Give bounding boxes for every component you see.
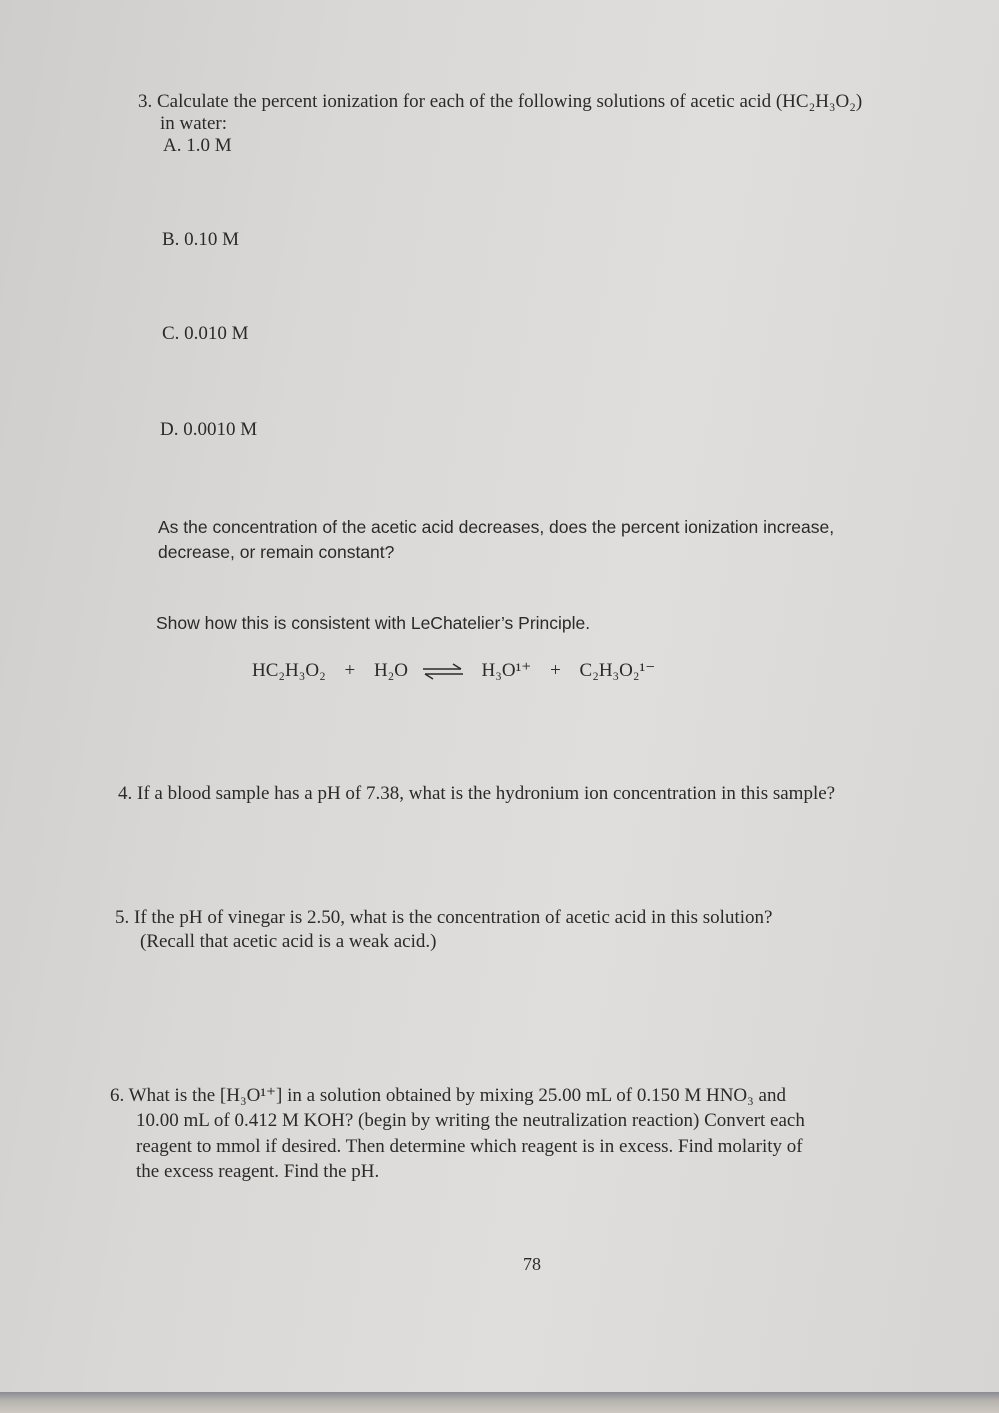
q3-prompt-line2: in water: — [160, 113, 228, 134]
product-hydronium: H₃O¹⁺ — [481, 660, 532, 681]
q3-option-c: C. 0.010 M — [162, 323, 249, 344]
q5-line2: (Recall that acetic acid is a weak acid.) — [140, 931, 437, 952]
q3-lechatelier-prompt: Show how this is consistent with LeChatelier’s Principle. — [156, 613, 591, 633]
q3-followup-line2: decrease, or remain constant? — [158, 542, 395, 562]
reactant-acetic-acid: HC₂H₃O₂ — [252, 660, 326, 681]
page-bottom-edge — [0, 1392, 999, 1413]
q3-option-a: A. 1.0 M — [163, 135, 232, 156]
page-number: 78 — [523, 1254, 541, 1274]
q4-text: 4. If a blood sample has a pH of 7.38, what is the hydronium ion concentration in this sample? — [118, 783, 836, 804]
q3-option-d: D. 0.0010 M — [160, 419, 258, 440]
q6-line3: reagent to mmol if desired. Then determine which reagent is in excess. Find molarity of — [136, 1136, 803, 1157]
product-acetate: C₂H₃O₂¹⁻ — [579, 660, 656, 681]
q3-followup-line1: As the concentration of the acetic acid decreases, does the percent ionization increase, — [158, 517, 835, 537]
acetic-acid-equilibrium-equation — [252, 659, 655, 683]
equilibrium-arrow-icon — [421, 659, 465, 683]
q3-option-b: B. 0.10 M — [162, 229, 240, 250]
q3-prompt-line1: 3. Calculate the percent ionization for each of the following solutions of acetic acid (HC₂H₃O₂) — [138, 91, 863, 112]
reactant-water: H₂O — [373, 660, 409, 681]
plus-sign: + — [344, 660, 356, 681]
q6-line4: the excess reagent. Find the pH. — [136, 1161, 380, 1182]
plus-sign: + — [550, 660, 561, 681]
q6-line2: 10.00 mL of 0.412 M KOH? (begin by writing the neutralization reaction) Convert each — [136, 1110, 805, 1131]
q6-line1: 6. What is the [H₃O¹⁺] in a solution obtained by mixing 25.00 mL of 0.150 M HNO₃ and — [110, 1085, 786, 1106]
q5-line1: 5. If the pH of vinegar is 2.50, what is the concentration of acetic acid in this solution? — [115, 907, 773, 928]
